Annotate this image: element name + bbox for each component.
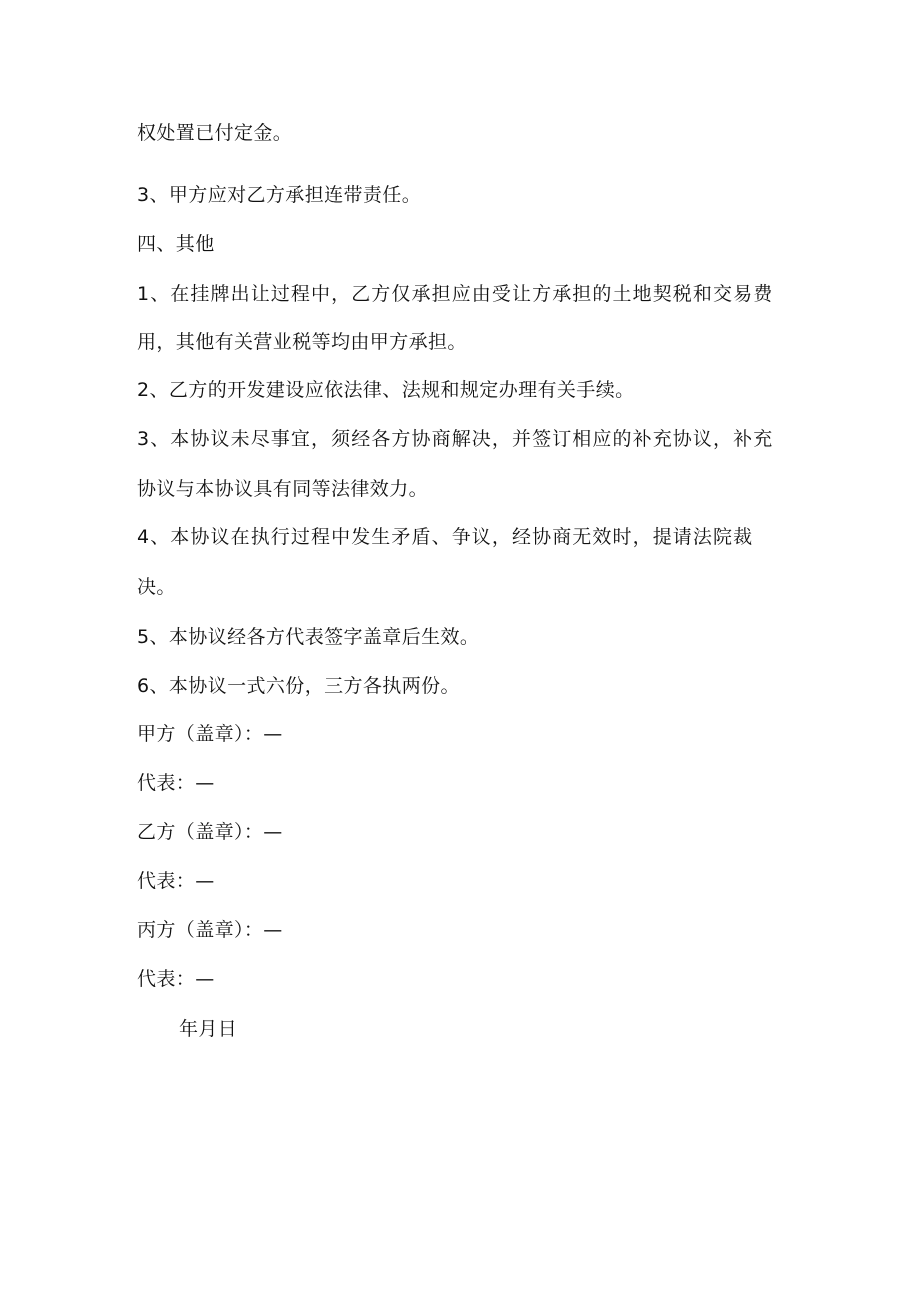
other-clause-1-line-2: 用，其他有关营业税等均由甲方承担。 — [137, 331, 467, 353]
signature-party-b-representative: 代表：— — [137, 870, 215, 892]
other-clause-3-line-1: 3、本协议未尽事宜，须经各方协商解决，并签订相应的补充协议，补充 — [137, 428, 774, 450]
other-clause-2: 2、乙方的开发建设应依法律、法规和规定办理有关手续。 — [137, 379, 635, 401]
other-clause-4-line-1: 4、本协议在执行过程中发生矛盾、争议，经协商无效时，提请法院裁 — [137, 526, 754, 548]
signature-party-a: 甲方（盖章）：— — [137, 723, 283, 745]
signature-party-b: 乙方（盖章）：— — [137, 821, 283, 843]
other-clause-5: 5、本协议经各方代表签字盖章后生效。 — [137, 626, 480, 648]
signature-date: 年月日 — [179, 1018, 238, 1040]
other-clause-1-line-1: 1、在挂牌出让过程中，乙方仅承担应由受让方承担的土地契税和交易费 — [137, 283, 774, 305]
other-clause-6: 6、本协议一式六份，三方各执两份。 — [137, 675, 460, 697]
signature-party-c: 丙方（盖章）：— — [137, 919, 283, 941]
signature-party-a-representative: 代表：— — [137, 772, 215, 794]
continuation-text: 权处置已付定金。 — [137, 122, 293, 144]
other-clause-3-line-2: 协议与本协议具有同等法律效力。 — [137, 478, 429, 500]
signature-party-c-representative: 代表：— — [137, 968, 215, 990]
section-heading-other: 四、其他 — [137, 233, 215, 255]
clause-3-joint-liability: 3、甲方应对乙方承担连带责任。 — [137, 184, 422, 206]
other-clause-4-line-2: 决。 — [137, 576, 176, 598]
